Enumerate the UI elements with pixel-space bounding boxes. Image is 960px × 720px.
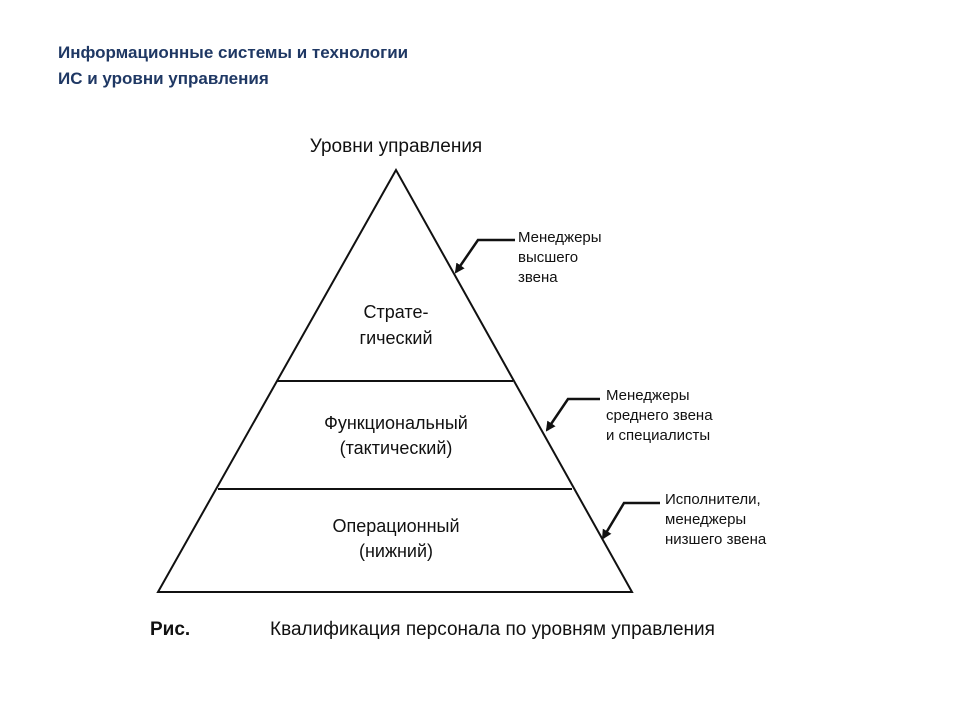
level-strategic-line2: гический [359, 328, 433, 348]
level-strategic [360, 302, 433, 348]
callout-top-managers-line1: Менеджеры [518, 229, 602, 246]
callout-top-managers-line3: звена [518, 269, 558, 286]
callout-middle-managers-line1: Менеджеры [606, 387, 690, 404]
callout-lower-managers-line2: менеджеры [665, 511, 747, 528]
callout-middle-managers-line2: среднего звена [606, 407, 713, 424]
caption-prefix: Рис. [150, 619, 191, 640]
callout-top-managers [456, 229, 602, 286]
figure-caption [150, 619, 715, 640]
callout-top-managers-arrow [456, 240, 515, 272]
callout-middle-managers-arrow [547, 399, 600, 430]
callout-top-managers-line2: высшего [518, 249, 579, 266]
level-operational-line2: (нижний) [358, 541, 434, 561]
level-strategic-line1: Страте- [363, 302, 429, 322]
callout-lower-managers [603, 491, 767, 548]
callout-lower-managers-line1: Исполнители, [665, 491, 761, 508]
diagram-title: Уровни управления [309, 136, 483, 157]
level-operational [332, 516, 459, 561]
level-functional-line1: Функциональный [324, 413, 468, 433]
callout-lower-managers-arrow [603, 503, 660, 538]
slide-title: Информационные системы и технологии [58, 43, 409, 62]
slide-subtitle: ИС и уровни управления [58, 69, 269, 88]
callout-middle-managers [547, 387, 713, 444]
callout-lower-managers-line3: низшего звена [665, 531, 767, 548]
level-functional [324, 413, 468, 458]
caption-text: Квалификация персонала по уровням управления [270, 619, 715, 640]
level-functional-line2: (тактический) [339, 438, 453, 458]
level-operational-line1: Операционный [332, 516, 460, 536]
callout-middle-managers-line3: и специалисты [606, 427, 711, 444]
